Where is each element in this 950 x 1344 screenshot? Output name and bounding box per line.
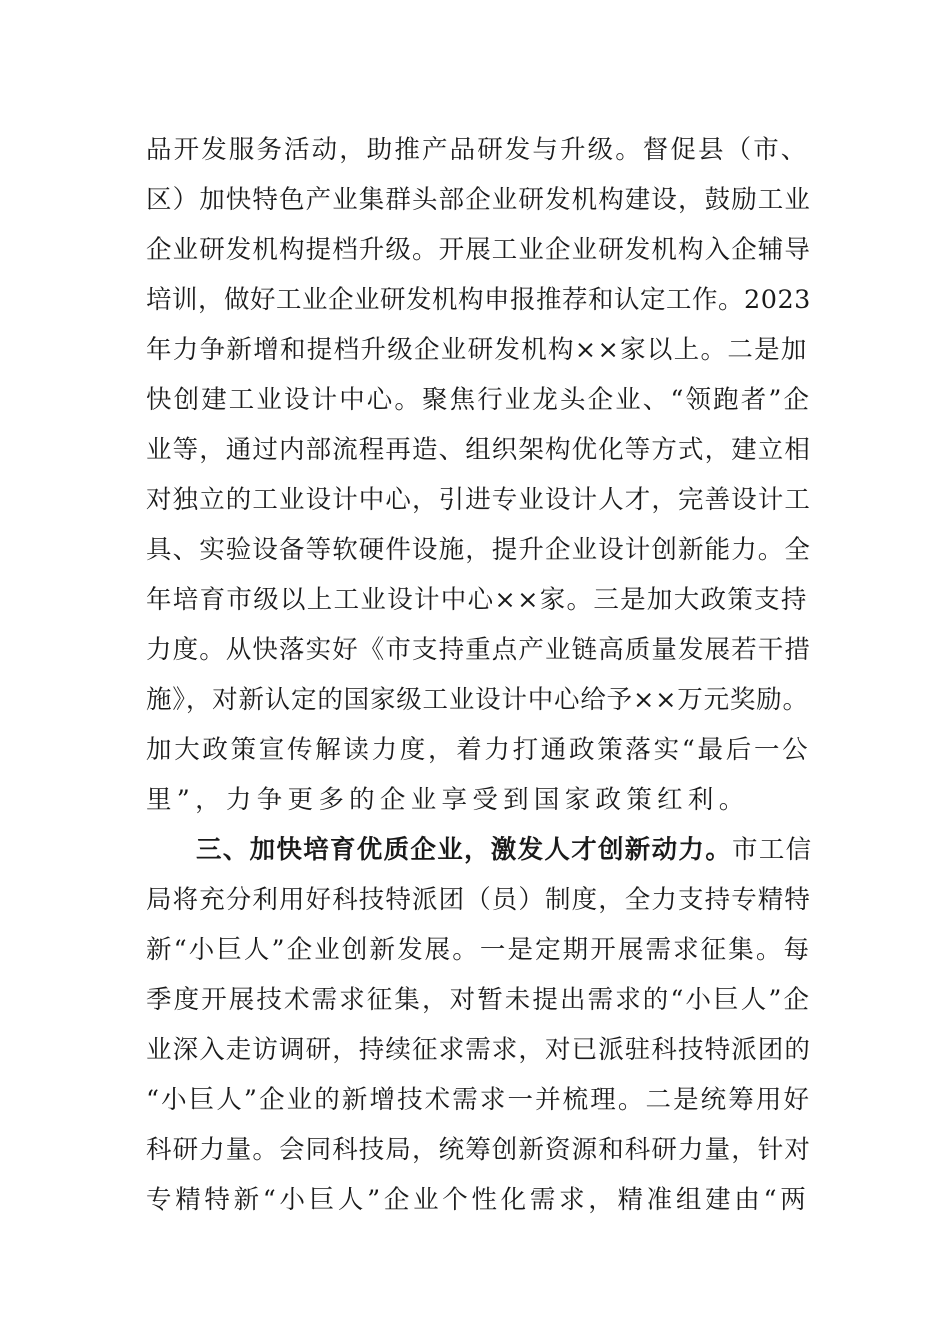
body-text-line: 企业研发机构提档升级。开展工业企业研发机构入企辅导	[146, 235, 812, 265]
body-text-line: “小巨人”企业的新增技术需求一并梳理。二是统筹用好	[146, 1085, 812, 1115]
section-heading: 三、加快培育优质企业，激发人才创新动力。	[196, 835, 733, 865]
body-text-run: 市工信	[732, 835, 813, 865]
body-text-line: 局将充分利用好科技特派团（员）制度，全力支持专精特	[146, 885, 812, 915]
body-text-line: 业深入走访调研，持续征求需求，对已派驻科技特派团的	[146, 1035, 812, 1065]
body-text-line: 年培育市级以上工业设计中心××家。三是加大政策支持	[146, 585, 808, 615]
body-text-line: 新“小巨人”企业创新发展。一是定期开展需求征集。每	[146, 935, 812, 965]
body-text-line: 专精特新“小巨人”企业个性化需求，精准组建由“两	[146, 1185, 810, 1215]
body-text-line: 施》，对新认定的国家级工业设计中心给予××万元奖励。	[146, 685, 809, 715]
body-text-line: 科研力量。会同科技局，统筹创新资源和科研力量，针对	[146, 1135, 812, 1165]
body-text-line: 加大政策宣传解读力度，着力打通政策落实“最后一公	[146, 735, 811, 765]
body-text-line: 培训，做好工业企业研发机构申报推荐和认定工作。2023	[146, 285, 811, 315]
body-text-line: 区）加快特色产业集群头部企业研发机构建设，鼓励工业	[146, 185, 812, 215]
section-heading-line	[196, 830, 812, 870]
body-text-line: 品开发服务活动，助推产品研发与升级。督促县（市、	[146, 135, 809, 165]
body-text-line: 里”，力争更多的企业享受到国家政策红利。	[146, 785, 750, 815]
body-text-line: 力度。从快落实好《市支持重点产业链高质量发展若干措	[146, 635, 812, 665]
body-text-line: 业等，通过内部流程再造、组织架构优化等方式，建立相	[146, 435, 812, 465]
body-text-line: 具、实验设备等软硬件设施，提升企业设计创新能力。全	[146, 535, 812, 565]
body-text-line: 年力争新增和提档升级企业研发机构××家以上。二是加	[146, 335, 808, 365]
body-text-line: 季度开展技术需求征集，对暂未提出需求的“小巨人”企	[146, 985, 812, 1015]
body-text-line: 快创建工业设计中心。聚焦行业龙头企业、“领跑者”企	[146, 385, 812, 415]
body-text-line: 对独立的工业设计中心，引进专业设计人才，完善设计工	[146, 485, 812, 515]
